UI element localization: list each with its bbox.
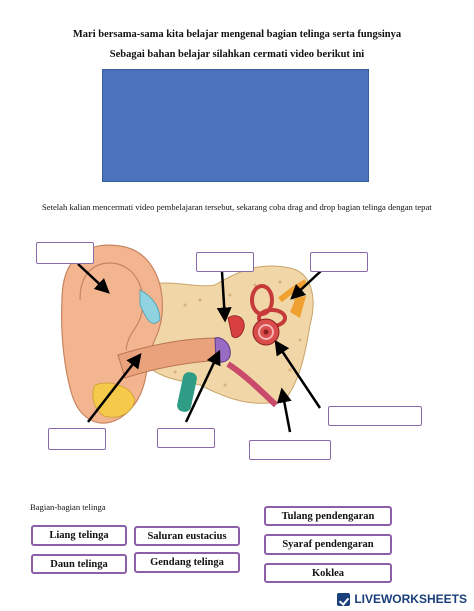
drop-zone-2[interactable] — [196, 252, 254, 272]
chip-liang-telinga[interactable]: Liang telinga — [31, 525, 127, 546]
arrow-nerve — [292, 270, 322, 298]
drop-zone-5[interactable] — [48, 428, 106, 450]
drop-zone-7[interactable] — [249, 440, 331, 460]
check-icon — [337, 593, 350, 606]
arrow-tube — [282, 390, 290, 432]
arrow-eardrum — [186, 352, 219, 422]
page-title: Mari bersama-sama kita belajar mengenal bagian telinga serta fungsinya — [72, 29, 402, 40]
drop-zone-1[interactable] — [36, 242, 94, 264]
drop-zone-3[interactable] — [310, 252, 368, 272]
arrow-pinna — [78, 264, 108, 292]
liveworksheets-logo[interactable] — [337, 592, 467, 606]
parts-label: Bagian-bagian telinga — [30, 502, 106, 512]
instruction-text: Setelah kalian mencermati video pembelajaran tersebut, sekarang coba drag and drop bagian telinga dengan tepat — [42, 202, 432, 212]
page-subtitle: Sebagai bahan belajar silahkan cermati video berikut ini — [109, 49, 365, 60]
arrow-ossicles — [222, 272, 225, 320]
chip-koklea[interactable]: Koklea — [264, 563, 392, 583]
drop-zone-4[interactable] — [328, 406, 422, 426]
chip-tulang-pendengaran[interactable]: Tulang pendengaran — [264, 506, 392, 526]
chip-saluran-eustacius[interactable]: Saluran eustacius — [134, 526, 240, 546]
chip-daun-telinga[interactable]: Daun telinga — [31, 554, 127, 574]
chip-syaraf-pendengaran[interactable]: Syaraf pendengaran — [264, 534, 392, 555]
arrow-canal — [88, 355, 140, 422]
brand-worksheets: WORKSHEETS — [380, 592, 467, 606]
brand-live: LIVE — [354, 592, 381, 606]
chip-gendang-telinga[interactable]: Gendang telinga — [134, 552, 240, 573]
drop-zone-6[interactable] — [157, 428, 215, 448]
